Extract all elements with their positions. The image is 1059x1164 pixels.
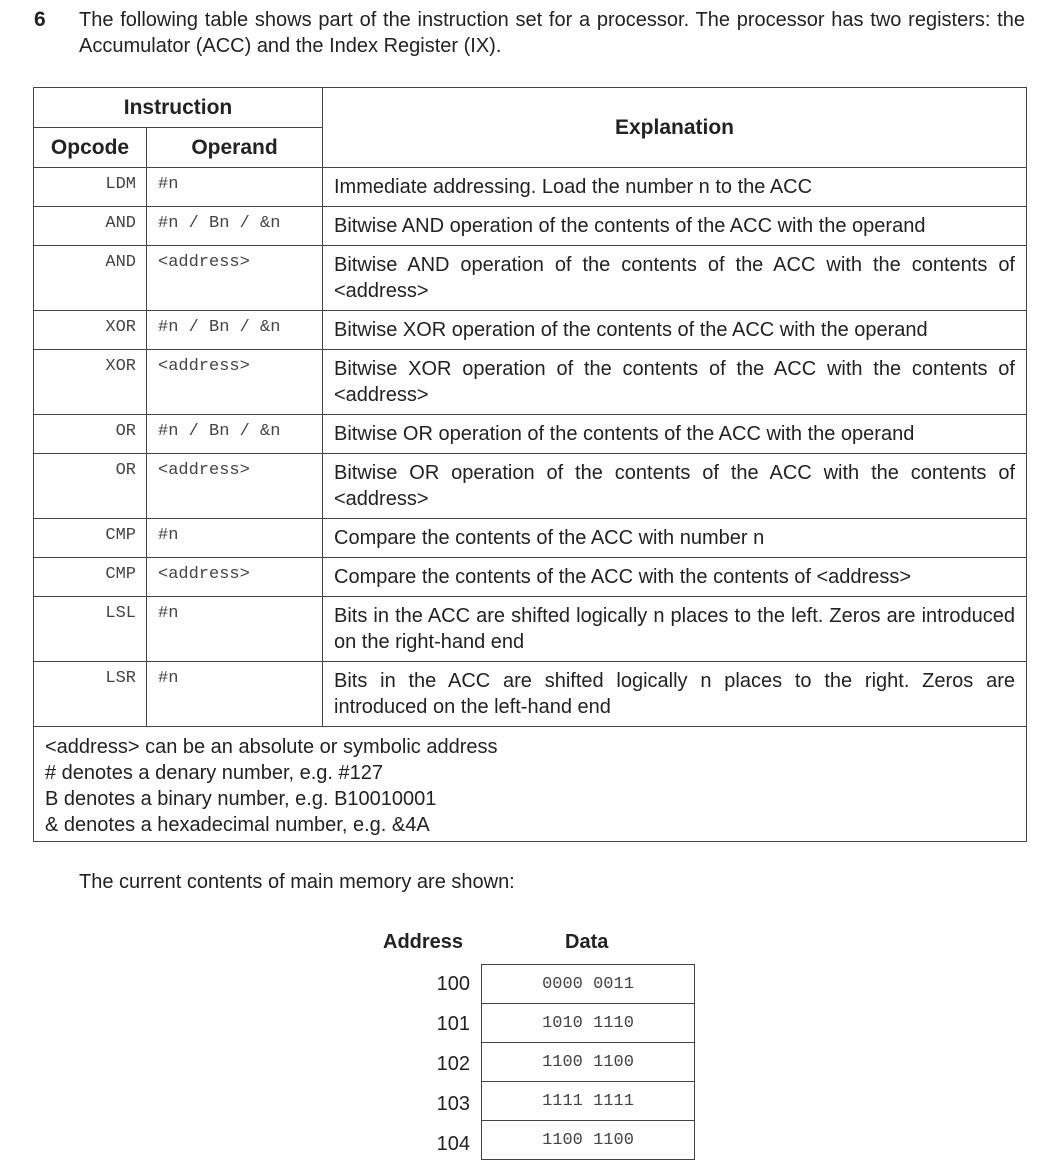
data-header: Data bbox=[565, 931, 609, 953]
operand-cell: #n bbox=[147, 662, 323, 727]
note-line: <address> can be an absolute or symbolic address bbox=[45, 736, 498, 758]
explanation-cell: Bitwise XOR operation of the contents of the ACC with the contents of <address> bbox=[323, 350, 1027, 415]
operand-cell: #n / Bn / &n bbox=[147, 415, 323, 454]
explanation-cell: Compare the contents of the ACC with number n bbox=[323, 519, 1027, 558]
instruction-header: Instruction bbox=[34, 88, 323, 128]
explanation-cell: Compare the contents of the ACC with the contents of <address> bbox=[323, 558, 1027, 597]
operand-cell: #n / Bn / &n bbox=[147, 311, 323, 350]
notes-row bbox=[34, 727, 1027, 842]
explanation-header: Explanation bbox=[323, 88, 1027, 168]
explanation-cell: Bits in the ACC are shifted logically n places to the left. Zeros are introduced on the right-hand end bbox=[323, 597, 1027, 662]
memory-row bbox=[482, 965, 695, 1004]
table-row bbox=[34, 415, 1027, 454]
table-row bbox=[34, 558, 1027, 597]
notes-cell bbox=[34, 727, 1027, 842]
memory-data-cell: 0000 0011 bbox=[482, 965, 695, 1004]
question-number: 6 bbox=[34, 8, 46, 31]
memory-data-table bbox=[481, 964, 695, 1160]
memory-row bbox=[482, 1082, 695, 1121]
memory-address: 104 bbox=[436, 1133, 470, 1155]
operand-cell: <address> bbox=[147, 246, 323, 311]
memory-address: 103 bbox=[436, 1093, 470, 1115]
note-line: # denotes a denary number, e.g. #127 bbox=[45, 762, 384, 784]
operand-header: Operand bbox=[147, 128, 323, 168]
explanation-cell: Bitwise AND operation of the contents of the ACC with the contents of <address> bbox=[323, 246, 1027, 311]
question-intro: The following table shows part of the instruction set for a processor. The processor has two registers: the Accumulator (ACC) and the Index Register (IX). bbox=[79, 9, 1025, 57]
table-row bbox=[34, 350, 1027, 415]
table-row bbox=[34, 311, 1027, 350]
explanation-cell: Bitwise OR operation of the contents of the ACC with the operand bbox=[323, 415, 1027, 454]
memory-row bbox=[482, 1004, 695, 1043]
note-line: B denotes a binary number, e.g. B10010001 bbox=[45, 788, 437, 810]
opcode-cell: LSR bbox=[34, 662, 147, 727]
memory-address-column bbox=[400, 964, 470, 1164]
operand-cell: #n bbox=[147, 168, 323, 207]
memory-address: 102 bbox=[436, 1053, 470, 1075]
opcode-header: Opcode bbox=[34, 128, 147, 168]
table-row bbox=[34, 597, 1027, 662]
explanation-cell: Bitwise AND operation of the contents of the ACC with the operand bbox=[323, 207, 1027, 246]
operand-cell: <address> bbox=[147, 454, 323, 519]
memory-data-cell: 1100 1100 bbox=[482, 1121, 695, 1160]
operand-cell: #n bbox=[147, 597, 323, 662]
memory-data-cell: 1111 1111 bbox=[482, 1082, 695, 1121]
address-header: Address bbox=[383, 931, 464, 953]
opcode-cell: XOR bbox=[34, 311, 147, 350]
note-line: & denotes a hexadecimal number, e.g. &4A bbox=[45, 814, 430, 836]
table-row bbox=[34, 207, 1027, 246]
memory-address: 101 bbox=[436, 1013, 470, 1035]
explanation-cell: Bits in the ACC are shifted logically n places to the right. Zeros are introduced on the left-hand end bbox=[323, 662, 1027, 727]
operand-cell: #n bbox=[147, 519, 323, 558]
operand-cell: <address> bbox=[147, 350, 323, 415]
table-row bbox=[34, 662, 1027, 727]
opcode-cell: CMP bbox=[34, 519, 147, 558]
memory-address: 100 bbox=[436, 973, 470, 995]
opcode-cell: AND bbox=[34, 246, 147, 311]
table-row bbox=[34, 168, 1027, 207]
opcode-cell: CMP bbox=[34, 558, 147, 597]
opcode-cell: LDM bbox=[34, 168, 147, 207]
memory-row bbox=[482, 1121, 695, 1160]
opcode-cell: XOR bbox=[34, 350, 147, 415]
table-row bbox=[34, 519, 1027, 558]
memory-data-cell: 1100 1100 bbox=[482, 1043, 695, 1082]
operand-cell: <address> bbox=[147, 558, 323, 597]
explanation-cell: Immediate addressing. Load the number n to the ACC bbox=[323, 168, 1027, 207]
operand-cell: #n / Bn / &n bbox=[147, 207, 323, 246]
memory-row bbox=[482, 1043, 695, 1082]
explanation-cell: Bitwise OR operation of the contents of the ACC with the contents of <address> bbox=[323, 454, 1027, 519]
table-row bbox=[34, 454, 1027, 519]
memory-data-cell: 1010 1110 bbox=[482, 1004, 695, 1043]
instruction-set-table bbox=[33, 87, 1027, 842]
table-row bbox=[34, 246, 1027, 311]
opcode-cell: OR bbox=[34, 454, 147, 519]
opcode-cell: LSL bbox=[34, 597, 147, 662]
explanation-cell: Bitwise XOR operation of the contents of the ACC with the operand bbox=[323, 311, 1027, 350]
memory-intro: The current contents of main memory are shown: bbox=[79, 871, 515, 893]
opcode-cell: OR bbox=[34, 415, 147, 454]
opcode-cell: AND bbox=[34, 207, 147, 246]
